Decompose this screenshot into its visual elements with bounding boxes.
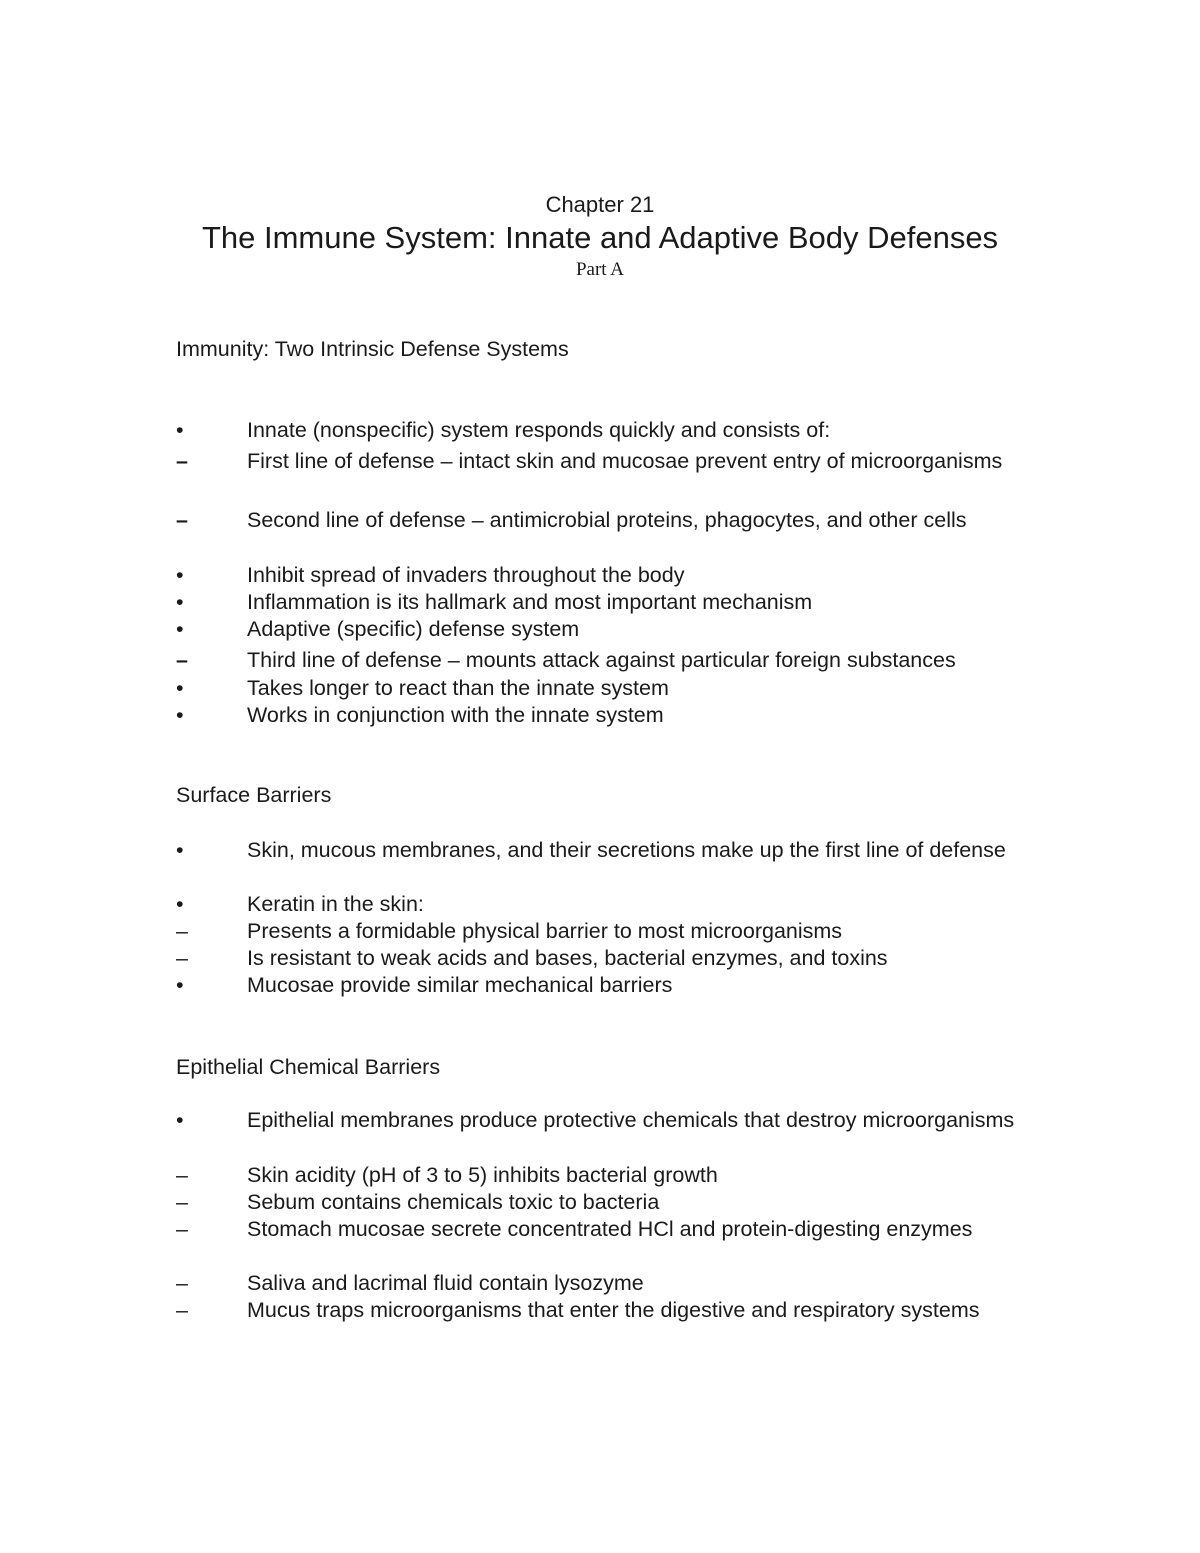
dash-marker: – (176, 648, 188, 672)
dash-marker: – (176, 1217, 188, 1241)
list-item-text: Presents a formidable physical barrier to most microorganisms (247, 919, 843, 943)
list-item (176, 972, 1046, 999)
bullet-marker: • (176, 676, 184, 700)
section-heading-immunity: Immunity: Two Intrinsic Defense Systems (176, 337, 569, 361)
list-item (176, 945, 1046, 972)
page-title: The Immune System: Innate and Adaptive Body Defenses (201, 220, 999, 255)
list-item-text: Stomach mucosae secrete concentrated HCl and protein-digesting enzymes (247, 1217, 973, 1241)
chapter-label: Chapter 21 (545, 192, 655, 217)
dash-marker: – (176, 1163, 188, 1187)
list-item-text: Takes longer to react than the innate system (247, 676, 669, 700)
part-label: Part A (575, 259, 625, 280)
list-item (176, 891, 1046, 918)
list-item-text: Is resistant to weak acids and bases, bacterial enzymes, and toxins (247, 946, 888, 970)
section-heading-epithelial-chemical-barriers: Epithelial Chemical Barriers (176, 1055, 441, 1079)
list-item (176, 448, 1046, 475)
bullet-marker: • (176, 418, 184, 442)
list-item-text: Mucus traps microorganisms that enter the digestive and respiratory systems (247, 1298, 980, 1322)
list-item-text: Innate (nonspecific) system responds quickly and consists of: (247, 418, 831, 442)
list-item (176, 417, 1046, 444)
bullet-marker: • (176, 838, 184, 862)
list-item-text: Sebum contains chemicals toxic to bacteria (247, 1190, 660, 1214)
list-item-text: Saliva and lacrimal fluid contain lysozyme (247, 1271, 644, 1295)
list-item-text: Skin, mucous membranes, and their secretions make up the first line of defense (247, 838, 1006, 862)
section-heading-surface-barriers: Surface Barriers (176, 783, 332, 807)
list-item (176, 1107, 1046, 1134)
list-item-text: Second line of defense – antimicrobial proteins, phagocytes, and other cells (247, 508, 967, 532)
dash-marker: – (176, 919, 188, 943)
list-item-text: Works in conjunction with the innate system (247, 703, 664, 727)
list-item (176, 1162, 1046, 1189)
list-item (176, 589, 1046, 616)
list-item-text: Skin acidity (pH of 3 to 5) inhibits bacterial growth (247, 1163, 718, 1187)
list-item (176, 562, 1046, 589)
list-item (176, 507, 1046, 534)
list-item-text: Mucosae provide similar mechanical barriers (247, 973, 673, 997)
list-item-text: Keratin in the skin: (247, 892, 424, 916)
list-item (176, 918, 1046, 945)
list-item-text: Inhibit spread of invaders throughout the body (247, 563, 685, 587)
list-item (176, 837, 1046, 864)
dash-marker: – (176, 1190, 188, 1214)
list-item-text: Third line of defense – mounts attack against particular foreign substances (247, 648, 956, 672)
bullet-marker: • (176, 563, 184, 587)
bullet-marker: • (176, 973, 184, 997)
list-item (176, 1270, 1046, 1297)
dash-marker: – (176, 1298, 188, 1322)
dash-marker: – (176, 508, 188, 532)
list-item (176, 647, 1076, 674)
list-item-text: First line of defense – intact skin and mucosae prevent entry of microorganisms (247, 449, 1003, 473)
list-item (176, 616, 1046, 643)
list-item (176, 1216, 1046, 1243)
bullet-marker: • (176, 703, 184, 727)
bullet-marker: • (176, 590, 184, 614)
bullet-marker: • (176, 1108, 184, 1132)
bullet-marker: • (176, 892, 184, 916)
list-item-text: Inflammation is its hallmark and most important mechanism (247, 590, 813, 614)
list-item (176, 1297, 1046, 1324)
bullet-marker: • (176, 617, 184, 641)
list-item (176, 702, 1046, 729)
list-item (176, 1189, 1046, 1216)
dash-marker: – (176, 1271, 188, 1295)
list-item (176, 675, 1046, 702)
list-item-text: Epithelial membranes produce protective chemicals that destroy microorganisms (247, 1108, 1015, 1132)
dash-marker: – (176, 946, 188, 970)
dash-marker: – (176, 449, 188, 473)
list-item-text: Adaptive (specific) defense system (247, 617, 580, 641)
